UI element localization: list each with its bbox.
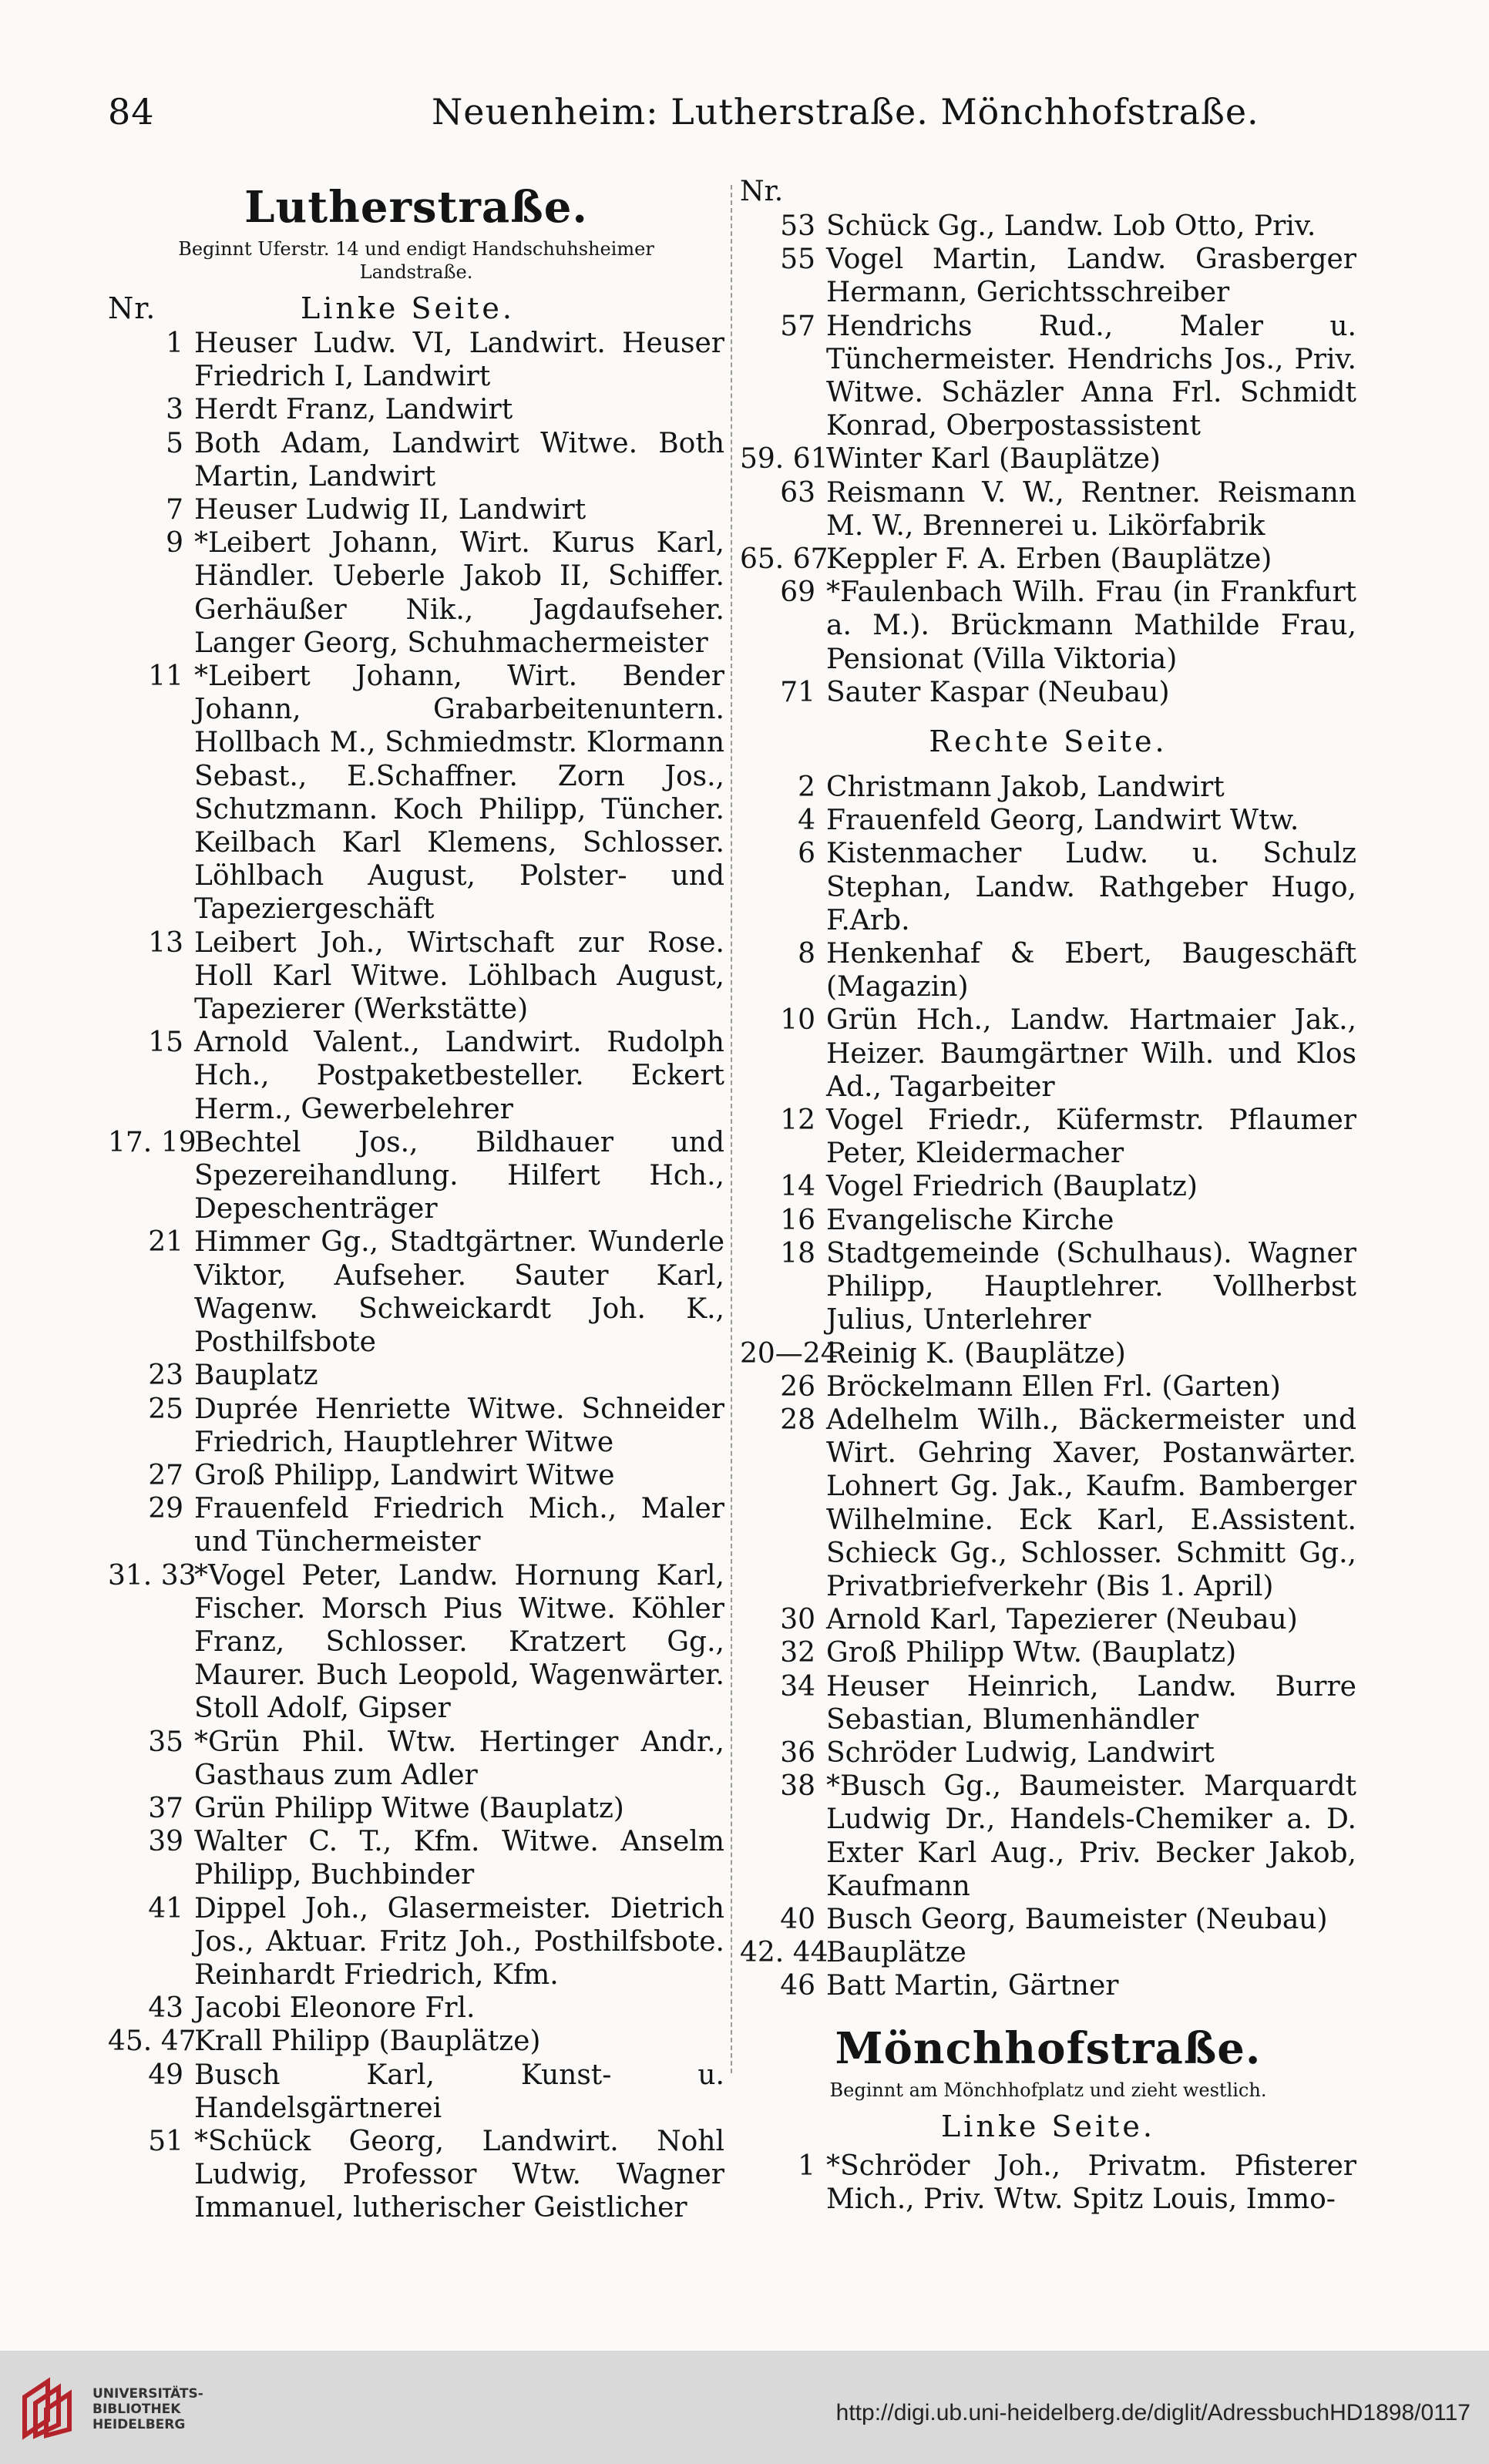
address-entry — [740, 1936, 1356, 1969]
house-number: 25 — [148, 1393, 183, 1425]
resident-text: Herdt Franz, Landwirt — [194, 394, 513, 426]
address-entry — [740, 676, 1356, 709]
entry-list-left-side-cont — [740, 210, 1356, 709]
resident-text: Evangelische Kirche — [826, 1204, 1114, 1236]
street-description: Beginnt am Mönchhofplatz und zieht westlich. — [829, 2079, 1267, 2101]
house-number: 12 — [780, 1104, 815, 1137]
house-number: 65. 67 — [740, 543, 829, 576]
address-entry — [108, 1892, 724, 1992]
resident-text: Walter C. T., Kfm. Witwe. Anselm Philipp, Buchbinder — [194, 1826, 724, 1891]
house-number: 13 — [148, 926, 183, 959]
library-line: UNIVERSITÄTS- — [92, 2386, 203, 2402]
resident-text: Kistenmacher Ludw. u. Schulz Stephan, Landw. Rathgeber Hugo, F.Arb. — [826, 838, 1356, 936]
resident-text: Himmer Gg., Stadtgärtner. Wunderle Viktor, Aufseher. Sauter Karl, Wagenw. Schweickardt Joh. K., Posthilfsbote — [194, 1226, 724, 1359]
address-entry — [740, 837, 1356, 937]
address-entry — [108, 2125, 724, 2225]
house-number: 40 — [780, 1903, 815, 1935]
resident-text: *Grün Phil. Wtw. Hertinger Andr., Gasthaus zum Adler — [194, 1726, 724, 1791]
house-number: 69 — [780, 577, 815, 609]
house-number: 39 — [148, 1826, 183, 1858]
house-number: 5 — [166, 427, 183, 459]
resident-text: Busch Karl, Kunst- u. Handelsgärtnerei — [194, 2059, 724, 2124]
house-number: 34 — [780, 1670, 815, 1703]
running-title: Neuenheim: Lutherstraße. Mönchhofstraße. — [432, 91, 1259, 133]
resident-text: Stadtgemeinde (Schulhaus). Wagner Philipp, Hauptlehrer. Vollherbst Julius, Unterlehrer — [826, 1237, 1356, 1336]
address-entry — [740, 1736, 1356, 1770]
address-entry — [740, 1903, 1356, 1936]
house-number: 46 — [780, 1970, 815, 2002]
resident-text: Leibert Joh., Wirtschaft zur Rose. Holl Karl Witwe. Löhlbach August, Tapezierer (Werkstätte) — [194, 926, 724, 1026]
house-number: 55 — [780, 244, 815, 276]
resident-text: Bechtel Jos., Bildhauer und Spezereihandlung. Hilfert Hch., Depeschenträger — [194, 1126, 724, 1225]
house-number: 71 — [780, 676, 815, 708]
house-number: 27 — [148, 1459, 183, 1491]
resident-text: *Leibert Johann, Wirt. Kurus Karl, Händler. Ueberle Jakob II, Schiffer. Gerhäußer Nik., Jagdaufseher. Langer Georg, Schuhmachermeister — [194, 527, 724, 659]
house-number: 53 — [780, 210, 815, 242]
house-number: 21 — [148, 1226, 183, 1259]
house-number: 51 — [148, 2125, 183, 2157]
resident-text: Vogel Friedr., Küfermstr. Pflaumer Peter, Kleidermacher — [826, 1104, 1356, 1170]
address-entry — [740, 1403, 1356, 1603]
house-number: 59. 61 — [740, 443, 829, 476]
resident-text: Keppler F. A. Erben (Bauplätze) — [826, 543, 1272, 576]
address-entry — [740, 1170, 1356, 1203]
resident-text: Frauenfeld Georg, Landwirt Wtw. — [826, 805, 1299, 837]
address-entry — [740, 310, 1356, 443]
house-number: 38 — [780, 1770, 815, 1803]
resident-text: Bröckelmann Ellen Frl. (Garten) — [826, 1370, 1281, 1403]
house-number: 29 — [148, 1493, 183, 1525]
address-entry — [108, 1126, 724, 1226]
resident-text: *Busch Gg., Baumeister. Marquardt Ludwig Dr., Handels-Chemiker a. D. Exter Karl Aug., Priv. Becker Jakob, Kaufmann — [826, 1770, 1356, 1902]
house-number: 23 — [148, 1360, 183, 1392]
address-entry — [108, 1225, 724, 1359]
resident-text: *Vogel Peter, Landw. Hornung Karl, Fischer. Morsch Pius Witwe. Köhler Franz, Schlosser. Kratzert Gg., Maurer. Buch Leopold, Wagenwärter. Stoll Adolf, Gipser — [194, 1559, 724, 1725]
resident-text: Arnold Karl, Tapezierer (Neubau) — [826, 1604, 1298, 1636]
side-label-right: Rechte Seite. — [929, 724, 1168, 759]
address-entry — [740, 243, 1356, 309]
library-line: BIBLIOTHEK — [92, 2402, 181, 2417]
house-number: 63 — [780, 476, 815, 509]
resident-text: Both Adam, Landwirt Witwe. Both Martin, Landwirt — [194, 427, 724, 492]
address-entry — [740, 442, 1356, 476]
address-entry — [108, 1825, 724, 1891]
column-heading-row — [108, 291, 724, 327]
resident-text: Batt Martin, Gärtner — [826, 1970, 1119, 2002]
address-entry — [740, 1636, 1356, 1669]
right-column — [740, 176, 1356, 2216]
resident-text: Grün Philipp Witwe (Bauplatz) — [194, 1792, 624, 1824]
resident-text: Jacobi Eleonore Frl. — [194, 1992, 476, 2025]
address-entry — [740, 937, 1356, 1003]
address-entry — [740, 576, 1356, 676]
resident-text: Vogel Martin, Landw. Grasberger Hermann, Gerichtsschreiber — [826, 244, 1356, 309]
address-entry — [108, 1459, 724, 1492]
resident-text: Groß Philipp Wtw. (Bauplatz) — [826, 1637, 1237, 1669]
address-entry — [740, 2150, 1356, 2216]
house-number: 35 — [148, 1726, 183, 1758]
library-name — [92, 2386, 203, 2432]
address-entry — [108, 1492, 724, 1558]
address-entry — [740, 1370, 1356, 1403]
address-entry — [108, 2025, 724, 2058]
resident-text: Dippel Joh., Glasermeister. Dietrich Jos., Aktuar. Fritz Joh., Posthilfsbote. Reinhardt Friedrich, Kfm. — [194, 1892, 724, 1991]
house-number: 3 — [166, 394, 183, 426]
library-logo-icon — [17, 2374, 86, 2443]
nr-label: Nr. — [740, 176, 784, 207]
address-entry — [108, 1992, 724, 2025]
house-number: 49 — [148, 2059, 183, 2091]
house-number: 43 — [148, 1992, 183, 2025]
address-entry — [740, 771, 1356, 804]
resident-text: Krall Philipp (Bauplätze) — [194, 2025, 541, 2058]
house-number: 30 — [780, 1604, 815, 1636]
address-entry — [740, 476, 1356, 543]
address-entry — [740, 543, 1356, 576]
resident-text: Frauenfeld Friedrich Mich., Maler und Tünchermeister — [194, 1493, 724, 1558]
address-entry — [740, 1237, 1356, 1337]
address-entry — [108, 493, 724, 526]
resident-text: Henkenhaf & Ebert, Baugeschäft (Magazin) — [826, 938, 1356, 1003]
resident-text: Adelhelm Wilh., Bäckermeister und Wirt. Gehring Xaver, Postanwärter. Lohnert Gg. Jak., Kaufm. Bamberger Wilhelmine. Eck Karl, E.Assistent. Schieck Gg., Schlosser. Schmitt Gg., Privatbriefverkehr (Bis 1. April) — [826, 1403, 1356, 1602]
street-title-moenchhofstrasse: Mönchhofstraße. — [835, 2022, 1262, 2074]
house-number: 18 — [780, 1237, 815, 1269]
resident-text: *Leibert Johann, Wirt. Bender Johann, Grabarbeitenuntern. Hollbach M., Schmiedmstr. Klormann Sebast., E.Schaffner. Zorn Jos., Schutzmann. Koch Philipp, Tüncher. Keilbach Karl Klemens, Schlosser. Löhlbach August, Polster- und Tapeziergeschäft — [194, 661, 724, 926]
resident-text: *Faulenbach Wilh. Frau (in Frankfurt a. M.). Brückmann Mathilde Frau, Pensionat (Villa Viktoria) — [826, 577, 1356, 675]
resident-text: Heuser Heinrich, Landw. Burre Sebastian, Blumenhändler — [826, 1670, 1356, 1736]
address-entry — [740, 1969, 1356, 2002]
house-number: 14 — [780, 1171, 815, 1203]
address-entry — [740, 1104, 1356, 1170]
house-number: 16 — [780, 1204, 815, 1236]
resident-text: *Schröder Joh., Privatm. Pfisterer Mich., Priv. Wtw. Spitz Louis, Immo- — [826, 2150, 1356, 2215]
house-number: 17. 19 — [108, 1126, 197, 1158]
street-title-lutherstrasse: Lutherstraße. — [244, 182, 588, 233]
address-entry — [108, 427, 724, 493]
address-entry — [108, 1792, 724, 1825]
house-number: 15 — [148, 1027, 183, 1059]
address-entry — [108, 526, 724, 660]
address-entry — [740, 804, 1356, 837]
address-entry — [740, 1204, 1356, 1237]
resident-text: Bauplatz — [194, 1360, 318, 1392]
house-number: 1 — [166, 328, 183, 359]
house-number: 41 — [148, 1892, 183, 1924]
address-entry — [740, 1337, 1356, 1370]
resident-text: Schröder Ludwig, Landwirt — [826, 1736, 1215, 1769]
resident-text: Grün Hch., Landw. Hartmaier Jak., Heizer. Baumgärtner Wilh. und Klos Ad., Tagarbeiter — [826, 1004, 1356, 1103]
resident-text: Bauplätze — [826, 1937, 966, 1969]
address-entry — [740, 1670, 1356, 1736]
address-entry — [740, 1003, 1356, 1104]
resident-text: Winter Karl (Bauplätze) — [826, 443, 1161, 476]
resident-text: Arnold Valent., Landwirt. Rudolph Hch., Postpaketbesteller. Eckert Herm., Gewerbelehrer — [194, 1027, 724, 1125]
house-number: 6 — [798, 838, 815, 870]
resident-text: Groß Philipp, Landwirt Witwe — [194, 1459, 615, 1491]
address-entry — [740, 1770, 1356, 1903]
house-number: 28 — [780, 1403, 815, 1436]
resident-text: Busch Georg, Baumeister (Neubau) — [826, 1903, 1328, 1935]
house-number: 20—24 — [740, 1337, 839, 1370]
nr-label: Nr. — [108, 291, 156, 325]
address-entry — [108, 327, 724, 393]
side-label-left: Linke Seite. — [941, 2109, 1155, 2143]
entry-list-moenchhof — [740, 2150, 1356, 2216]
resident-text: Heuser Ludwig II, Landwirt — [194, 494, 587, 526]
address-entry — [108, 660, 724, 926]
house-number: 32 — [780, 1637, 815, 1669]
address-entry — [740, 1603, 1356, 1636]
house-number: 10 — [780, 1004, 815, 1037]
side-label-left: Linke Seite. — [301, 291, 515, 325]
house-number: 9 — [166, 527, 183, 560]
resident-text: Heuser Ludw. VI, Landwirt. Heuser Friedrich I, Landwirt — [194, 328, 724, 393]
resident-text: Christmann Jakob, Landwirt — [826, 771, 1225, 804]
address-entry — [108, 1359, 724, 1392]
source-url-link[interactable]: http://digi.ub.uni-heidelberg.de/diglit/AdressbuchHD1898/0117 — [835, 2400, 1471, 2425]
resident-text: Reismann V. W., Rentner. Reismann M. W., Brennerei u. Likörfabrik — [826, 476, 1356, 542]
entry-list-left-side — [108, 327, 724, 2225]
address-entry — [108, 1026, 724, 1126]
resident-text: Sauter Kaspar (Neubau) — [826, 676, 1170, 708]
house-number: 8 — [798, 938, 815, 970]
resident-text: Duprée Henriette Witwe. Schneider Friedrich, Hauptlehrer Witwe — [194, 1393, 724, 1458]
address-entry — [108, 1726, 724, 1792]
house-number: 26 — [780, 1370, 815, 1403]
street-description: Beginnt Uferstr. 14 und endigt Handschuhsheimer Landstraße. — [178, 238, 654, 283]
house-number: 42. 44 — [740, 1937, 829, 1969]
resident-text: Vogel Friedrich (Bauplatz) — [826, 1171, 1198, 1203]
address-entry — [740, 210, 1356, 243]
address-entry — [108, 1559, 724, 1726]
house-number: 4 — [798, 805, 815, 837]
address-entry — [108, 393, 724, 426]
page-header — [108, 91, 1366, 145]
house-number: 11 — [148, 661, 183, 693]
page-number: 84 — [108, 91, 155, 133]
house-number: 7 — [166, 494, 183, 526]
library-line: HEIDELBERG — [92, 2417, 186, 2432]
house-number: 36 — [780, 1736, 815, 1769]
resident-text: *Schück Georg, Landwirt. Nohl Ludwig, Professor Wtw. Wagner Immanuel, lutherischer Geistlicher — [194, 2125, 724, 2224]
house-number: 45. 47 — [108, 2025, 197, 2058]
address-entry — [108, 1393, 724, 1459]
house-number: 2 — [798, 771, 815, 804]
house-number: 37 — [148, 1792, 183, 1824]
house-number: 57 — [780, 310, 815, 342]
entry-list-right-side — [740, 771, 1356, 2003]
address-entry — [108, 926, 724, 1027]
resident-text: Hendrichs Rud., Maler u. Tünchermeister. Hendrichs Jos., Priv. Witwe. Schäzler Anna Frl. Schmidt Konrad, Oberpostassistent — [826, 310, 1356, 442]
left-column — [108, 176, 724, 2225]
house-number: 1 — [798, 2150, 815, 2182]
resident-text: Reinig K. (Bauplätze) — [826, 1337, 1126, 1370]
address-entry — [108, 2059, 724, 2125]
footer-bar — [0, 2351, 1489, 2464]
column-divider — [731, 185, 732, 2073]
resident-text: Schück Gg., Landw. Lob Otto, Priv. — [826, 210, 1316, 242]
house-number: 31. 33 — [108, 1559, 197, 1592]
